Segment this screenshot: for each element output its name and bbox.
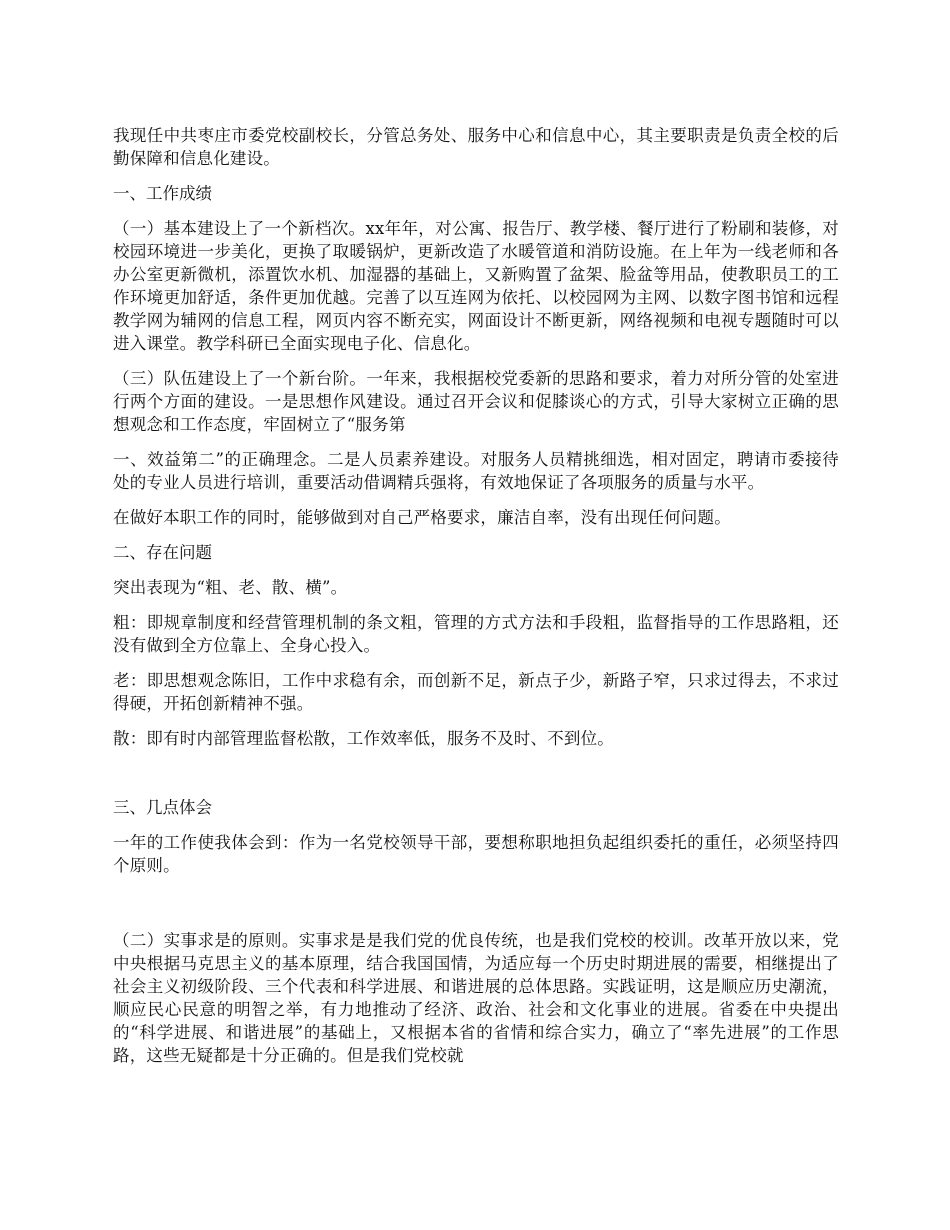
- paragraph-four-principles: 一年的工作使我体会到：作为一名党校领导干部，要想称职地担负起组织委托的重任，必须坚持四个原则。: [113, 833, 839, 875]
- paragraph-problem-loose: 散：即有时内部管理监督松散，工作效率低，服务不及时、不到位。: [113, 729, 614, 748]
- section-heading-problems: 二、存在问题: [113, 543, 212, 562]
- paragraph-seek-truth: （二）实事求是的原则。实事求是是我们党的优良传统，也是我们党校的校训。改革开放以来，党中央根据马克思主义的基本原理，结合我国国情，为适应每一个历史时期进展的需要，相继提出了社会主义初级阶段、三个代表和科学进展、和谐进展的总体思路。实践证明，这是顺应历史潮流，顺应民心民意的明智之举，有力地推动了经济、政治、社会和文化事业的进展。省委在中央提出的“科学进展、和谐进展”的基础上，又根据本省的省情和综合实力，确立了“率先进展”的工作思路，这些无疑都是十分正确的。但是我们党校就: [113, 931, 839, 1065]
- paragraph-problem-rough: 粗：即规章制度和经营管理机制的条文粗，管理的方式方法和手段粗，监督指导的工作思路粗，还没有做到全方位靠上、全身心投入。: [113, 613, 839, 655]
- paragraph-problem-old: 老：即思想观念陈旧，工作中求稳有余，而创新不足，新点子少，新路子窄，只求过得去，不求过得硬，开拓创新精神不强。: [113, 671, 839, 713]
- paragraph-intro: 我现任中共枣庄市委党校副校长，分管总务处、服务中心和信息中心，其主要职责是负责全校的后勤保障和信息化建设。: [113, 126, 839, 168]
- document-body: [113, 124, 839, 1079]
- paragraph-infrastructure: （一）基本建设上了一个新档次。xx年年，对公寓、报告厅、教学楼、餐厅进行了粉刷和装修，对校园环境进一步美化，更换了取暖锅炉，更新改造了水暖管道和消防设施。在上年为一线老师和各办公室更新微机，添置饮水机、加湿器的基础上，又新购置了盆架、脸盆等用品，使教职员工的工作环境更加舒适，条件更加优越。完善了以互连网为依托、以校园网为主网、以数字图书馆和远程教学网为辅网的信息工程，网页内容不断充实，网面设计不断更新，网络视频和电视专题随时可以进入课堂。教学科研已全面实现电子化、信息化。: [113, 219, 839, 353]
- section-heading-achievements: 一、工作成绩: [113, 184, 212, 203]
- paragraph-self-discipline: 在做好本职工作的同时，能够做到对自己严格要求，廉洁自率，没有出现任何问题。: [113, 508, 731, 527]
- spacer: [113, 762, 839, 796]
- paragraph-team-building: （三）队伍建设上了一个新台阶。一年来，我根据校党委新的思路和要求，着力对所分管的处室进行两个方面的建设。一是思想作风建设。通过召开会议和促膝谈心的方式，引导大家树立正确的思想观念和工作态度，牢固树立了“服务第: [113, 369, 839, 434]
- spacer: [113, 889, 839, 929]
- paragraph-problem-summary: 突出表现为“粗、老、散、横”。: [113, 578, 348, 597]
- paragraph-service-first: 一、效益第二”的正确理念。二是人员素养建设。对服务人员精挑细选，相对固定，聘请市委接待处的专业人员进行培训，重要活动借调精兵强将，有效地保证了各项服务的质量与水平。: [113, 450, 839, 492]
- section-heading-reflections: 三、几点体会: [113, 798, 212, 817]
